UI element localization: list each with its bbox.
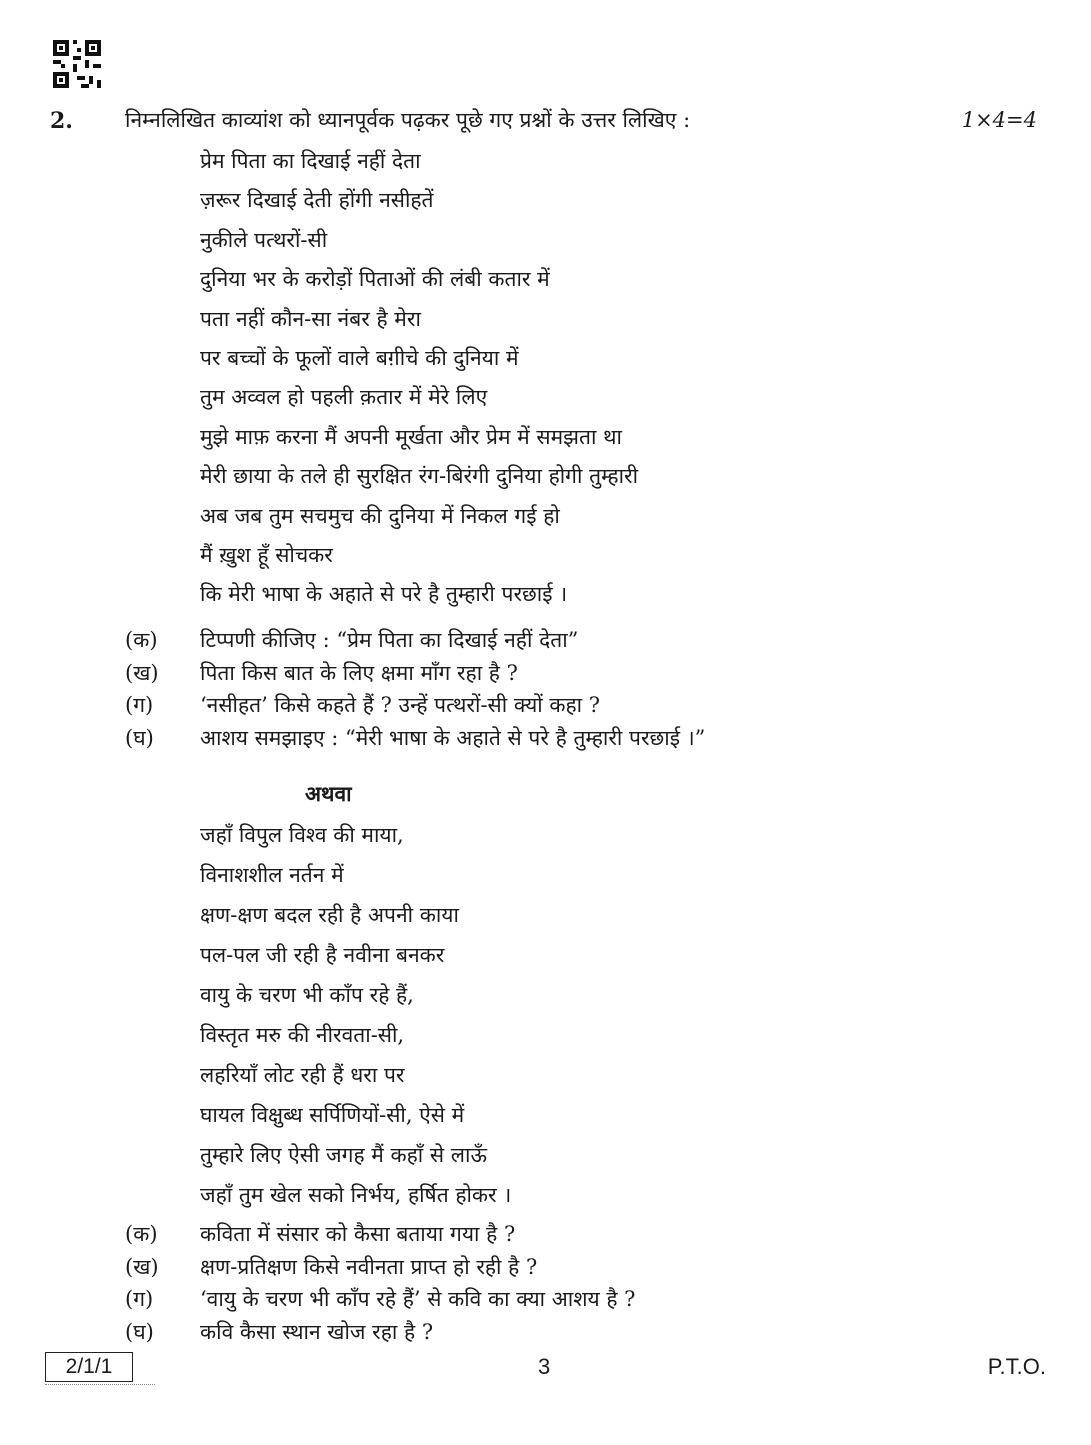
sub-question-text: पिता किस बात के लिए क्षमा माँग रहा है ?	[200, 660, 518, 685]
poem-first	[200, 142, 638, 615]
poem-line: अब जब तुम सचमुच की दुनिया में निकल गई हो	[200, 503, 560, 528]
sub-question-text: आशय समझाइए : “मेरी भाषा के अहाते से परे है तुम्हारी परछाई ।”	[200, 725, 706, 750]
questions-second	[125, 1218, 635, 1348]
sub-question	[125, 689, 705, 722]
poem-line: मेरी छाया के तले ही सुरक्षित रंग-बिरंगी दुनिया होगी तुम्हारी	[200, 464, 639, 489]
questions-first	[125, 624, 705, 754]
poem-line: तुम अव्वल हो पहली क़तार में मेरे लिए	[200, 385, 488, 410]
poem-line: मुझे माफ़ करना मैं अपनी मूर्खता और प्रेम में समझता था	[200, 424, 622, 449]
poem-line: पर बच्चों के फूलों वाले बग़ीचे की दुनिया में	[200, 345, 519, 370]
sub-question	[125, 624, 705, 657]
sub-question-label: (ख)	[125, 1254, 159, 1279]
sub-question-text: कविता में संसार को कैसा बताया गया है ?	[200, 1222, 516, 1246]
poem-line: प्रेम पिता का दिखाई नहीं देता	[200, 149, 421, 173]
sub-question-text: ‘वायु के चरण भी काँप रहे हैं’ से कवि का क्या आशय है ?	[200, 1287, 636, 1311]
sub-question	[125, 722, 705, 755]
poem-line: वायु के चरण भी काँप रहे हैं,	[200, 983, 414, 1007]
sub-question	[125, 1251, 635, 1284]
poem-line: कि मेरी भाषा के अहाते से परे है तुम्हारी परछाई ।	[200, 582, 568, 607]
poem-line: ज़रूर दिखाई देती होंगी नसीहतें	[200, 188, 434, 213]
poem-line: जहाँ तुम खेल सको निर्भय, हर्षित होकर ।	[200, 1183, 512, 1207]
marks-allocation: 1×4=4	[961, 108, 1037, 132]
sub-question-label: (घ)	[125, 1319, 154, 1344]
sub-question-label: (क)	[125, 628, 158, 652]
paper-code: 2/1/1	[45, 1352, 133, 1382]
sub-question-label: (ग)	[125, 1287, 154, 1311]
sub-question-label: (घ)	[125, 725, 154, 750]
poem-second	[200, 815, 511, 1215]
pto-label: P.T.O.	[987, 1354, 1046, 1379]
poem-line: दुनिया भर के करोड़ों पिताओं की लंबी कतार में	[200, 267, 550, 292]
poem-line: विनाशशील नर्तन में	[200, 863, 344, 887]
sub-question-label: (क)	[125, 1222, 158, 1246]
poem-line: मैं ख़ुश हूँ सोचकर	[200, 542, 333, 567]
poem-line: विस्तृत मरु की नीरवता-सी,	[200, 1023, 405, 1047]
sub-question-label: (ख)	[125, 660, 159, 685]
sub-question-text: कवि कैसा स्थान खोज रहा है ?	[200, 1319, 434, 1344]
sub-question	[125, 657, 705, 690]
poem-line: पल-पल जी रही है नवीना बनकर	[200, 943, 445, 967]
qr-code	[53, 40, 101, 88]
sub-question-text: टिप्पणी कीजिए : “प्रेम पिता का दिखाई नहीं देता”	[200, 628, 579, 652]
poem-line: क्षण-क्षण बदल रही है अपनी काया	[200, 903, 459, 927]
sub-question	[125, 1283, 635, 1316]
question-number: 2.	[50, 108, 73, 134]
poem-line: घायल विक्षुब्ध सर्पिणियों-सी, ऐसे में	[200, 1103, 465, 1127]
poem-line: लहरियाँ लोट रही हैं धरा पर	[200, 1063, 405, 1087]
sub-question-text: ‘नसीहत’ किसे कहते हैं ? उन्हें पत्थरों-सी क्यों कहा ?	[200, 693, 601, 717]
question-instruction: निम्नलिखित काव्यांश को ध्यानपूर्वक पढ़कर पूछे गए प्रश्नों के उत्तर लिखिए :	[125, 108, 691, 132]
sub-question	[125, 1218, 635, 1251]
sub-question	[125, 1316, 635, 1349]
or-heading: अथवा	[305, 781, 352, 806]
poem-line: नुकीले पत्थरों-सी	[200, 227, 328, 252]
sub-question-text: क्षण-प्रतिक्षण किसे नवीनता प्राप्त हो रही है ?	[200, 1254, 538, 1279]
poem-line: तुम्हारे लिए ऐसी जगह मैं कहाँ से लाऊँ	[200, 1143, 487, 1167]
footer-microtext-strip	[45, 1384, 155, 1391]
sub-question-label: (ग)	[125, 693, 154, 717]
page-number: 3	[538, 1354, 551, 1379]
poem-line: पता नहीं कौन-सा नंबर है मेरा	[200, 306, 421, 331]
poem-line: जहाँ विपुल विश्व की माया,	[200, 823, 404, 847]
